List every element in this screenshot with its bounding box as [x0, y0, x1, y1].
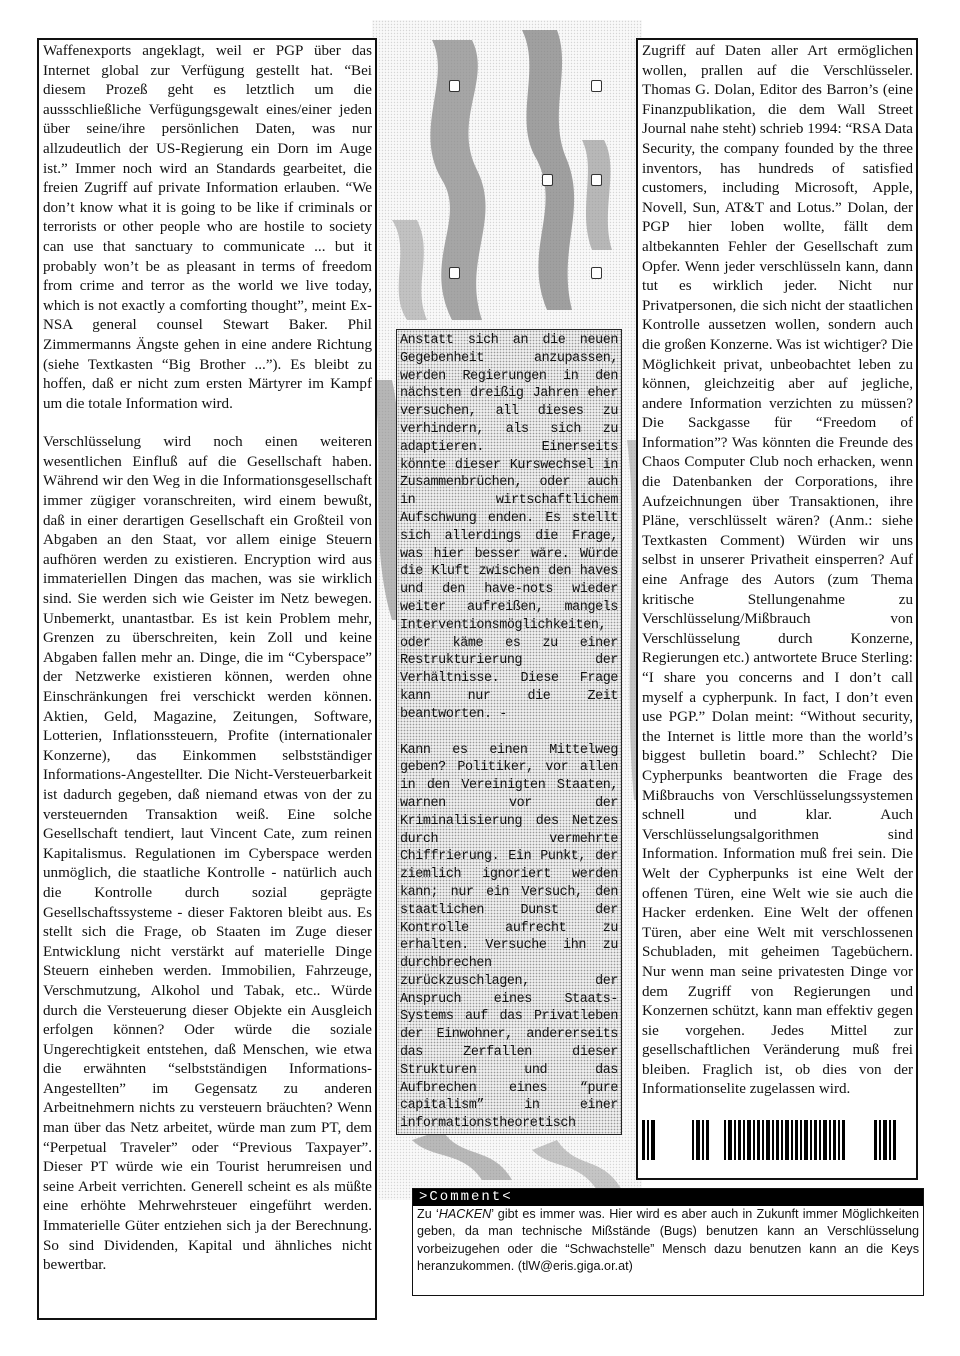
right-text-column — [636, 38, 918, 1180]
marker-square — [591, 267, 602, 279]
middle-text-column — [396, 329, 622, 1135]
left-paragraph-2: Verschlüsselung wird noch einen weiteren wesentlichen Einfluß auf die Gesellschaft haben. Während wir den Weg in die Informationsgesellschaft immer zügiger voranschreiten, wird einem bewußt, daß in einer derartigen Gesellschaft ein Großteil von Abgaben an den Staat, vor allem einige Steuern aufhören werden zu existieren. Encryption wird aus immateriellen Dingen das machen, was sie wirklich sind. Sie werden sich wie Geister im Netz bewegen. Unbemerkt, unantastbar. Es ist kein Problem mehr, Grenzen zu überschreiten, kein Zoll und keine Abgaben fallen mehr an. Dinge, die im “Cyberspace” der Netzwerke existieren können, werden ohne Einschränkungen frei verschickt werden können. Aktien, Geld, Magazine, Zeitungen, Software, Lotterien, Inflationssteuern, Profite (internationaler Konzerne), das Einkommen selbstständiger Informations-Angestellter. Die Nicht-Versteuerbarkeit ist dadurch gegeben, daß niemand etwas von der zu versteuernden Transaktion weiß. Eine solche Gesellschaft tendiert, laut Vincent Cate, zum reinen Kapitalismus. Regulationen im Cyberspace werden unmöglich, die staatliche Kontrolle - natürlich auch die Kontrolle durch sozial geprägte Gesellschaftssysteme - dieser Faktoren bleibt aus. Es stellt sich die Frage, ob Staaten im Zuge dieser Entwicklung nicht verstärkt auf materielle Dinge Steuern einheben werden. Immobilien, Fahrzeuge, Verschmutzung, Alkohol und Tabak, etc.. Würde durch die Versteuerung dieser Objekte ein Ausgleich erfolgen können? Oder würde die soziale Ungerechtigkeit entstehen, daß Menschen, wie etwa die erwähnten “selbstständigen Informations-Angestellten” im Gegensatz zu anderen Arbeitnehmern nichts zu versteuern bräuchten? Wenn man über das Netz arbeitet, würde man zum PT, dem “Perpetual Traveler” oder “Previous Taxpayer”. Dieser PT würde wie ein Tourist herumreisen und seine Arbeit verrichten. Generell scheint es als müßte eine erhöhte Mehrwehrsteuer eingeführt werden. Immaterielle Güter entziehen sich ja der Berechnung. So sind Dividenden, Kapital und ähnliches nicht bewertbar. — [43, 434, 372, 1274]
comment-box — [412, 1188, 924, 1296]
comment-prefix: Zu ‘ — [417, 1207, 439, 1221]
marker-square — [591, 80, 602, 92]
right-paragraph-1: Zugriff auf Daten aller Art ermöglichen wollen, prallen auf die Verschlüsseler. Thomas G. Dolan, Editor des Barron’s (eine Finanzpublikation, die dem Wall Street Journal nahe steht) schrieb 1994: “RSA Data Security, the company founded by the three inventors, has hundreds of satisfied customers, including Microsoft, Apple, Novell, Sun, AT&T and Lotus.” Dolan, der PGP hier loben wollte, fällt dem altbekannten Fehler der Gesellschaft zum Opfer. Wenn jeder verschlüsseln kann, dann tut es wirklich jeder. Nicht nur Privatpersonen, die sich nicht der staatlichen Kontrolle aussetzen wollen, sondern auch die großen Konzerne. Was ist wichtiger? Die Möglichkeit privat, unbeobachtet leben zu können, gleichzeitig aber auf jegliche, andere Information verzichten zu müssen? Die Sackgasse für “Freedom of Information”? Was könnten die Freunde des Chaos Computer Club noch erhacken, wenn die Datenbanken der Corporations, ihre Aufzeichnungen über Transaktionen, ihre Pläne, verschlüsselt wären? (Anm.: siehe Textkasten Comment) Würden wir uns selbst in unserer Privatheit einsperren? Auf eine Anfrage des Autors (zum Thema kritische Stellungenahme zu Verschlüsselung/Mißbrauch von Verschlüsselung durch Konzerne, Regierungen etc.) antwortete Bruce Sterling: “I share you concerns and I don’t call myself a cypherpunk. In fact, I don’t even use PGP.” Dolan meint: “Without security, the Internet is little more than the world’s biggest bulletin board.” Schlecht? Die Cypherpunks beantworten die Frage des Mißbrauchs von Verschlüsselungssystemen schnell und klar. Auch Verschlüsselungsalgorithmen sind Information. Information muß frei sein. Die Welt der Cypherpunks ist eine Welt der offenen Türen, eine Welt wie sie auch die Hacker erdenken. Eine Welt der offenen Türen, aber eine Welt mit verschlossenen Schubladen, mit geheimen Tagebüchern. Nur wenn man seine privatesten Dinge vor dem Zugriff von Regierungen und Konzernen schützt, kann man effektiv gegen sie vorgehen. Jedes Mittel zur gesellschaftlichen Veränderung muß frei bleiben. Fraglich ist, ob dies von der Informationselite zugelassen wird. — [642, 43, 913, 1098]
marker-square — [449, 267, 460, 279]
barcode-graphic — [640, 1120, 910, 1160]
marker-square — [591, 174, 602, 186]
middle-paragraph-2: Kann es einen Mittelweg geben? Politiker, vor allen in den Vereinigten Staaten, warnen vor der Kriminalisierung des Netzes durch vermehrte Chiffrierung. Ein Punkt, der ziemlich ignoriert werden kann; nur ein Versuch, den staatlichen Dunst der Kontrolle aufrecht zu erhalten. Versuche ihn zu durchbrechen zurückzuschlagen, der Anspruch eines Staats-Systems auf das Privatleben der Einwohner, andererseits das Zerfallen dieser Strukturen und das Aufbrechen eines “pure capitalism” in einer informationstheoretisch — [400, 742, 618, 1132]
middle-paragraph-1: Anstatt sich an die neuen Gegebenheit anzupassen, werden Regierungen in den nächsten dreißig Jahren eher versuchen, all dieses zu verhindern, als sich zu adaptieren. Einerseits könnte dieser Kurswechsel in Zusammenbrüchen, oder auch in wirtschaftlichem Aufschwung enden. Es stellt sich allerdings die Frage, was hier besser wäre. Würde die Kluft zwischen den haves und den have-nots wieder weiter aufreißen, mangels Interventionsmöglichkeiten, oder käme es zu einer Restrukturierung der Verhältnisse. Diese Frage kann nur die Zeit beantworten. - — [400, 333, 618, 722]
comment-emphasis: HACKEN — [438, 1207, 492, 1221]
comment-text: ’ gibt es immer was. Hier wird es aber auch in Zukunft immer Möglichkeiten geben, da man technische Mißstände (Bugs) benutzen kann an Verschlüsselung vorbeizugehen oder die “Schwachstelle” Mensch dazu benutzen kann an die Keys heranzukommen. (tlW@eris.giga.or.at) — [417, 1207, 919, 1274]
left-paragraph-1: Waffenexports angeklagt, weil er PGP über das Internet global zur Verfügung gestellt hat. “Bei diesem Prozeß geht es letztlich um die aussschließliche Verfügungsgewalt eines/einer jeden über seine/ihre persönlichen Daten, was nur allzudeutlich der US-Regierung ein Dorn im Auge ist.” Immer noch wird an Standards gearbeitet, die freien Zugriff auf private Information erlauben. “We don’t know what it is going to be like if criminals or terrorists or other people who are hostile to society can use that sanctuary to communicate ... but it probably won’t be as pleasant in terms of freedom from crime and terror as the world we live today, which is not exactly a comforting thought”, meint Ex-NSA general counsel Stewart Baker. Phil Zimmermanns Ängste gehen in eine andere Richtung (siehe Textkasten “Big Brother ...”). Es bleibt zu hoffen, daß er nicht zum ersten Märtyrer im Kampf um die totale Information wird. — [43, 43, 372, 412]
marker-square — [449, 80, 460, 92]
comment-body — [413, 1206, 923, 1276]
comment-title: >Comment< — [413, 1189, 923, 1206]
marker-square — [542, 174, 553, 186]
left-text-column — [37, 38, 377, 1320]
